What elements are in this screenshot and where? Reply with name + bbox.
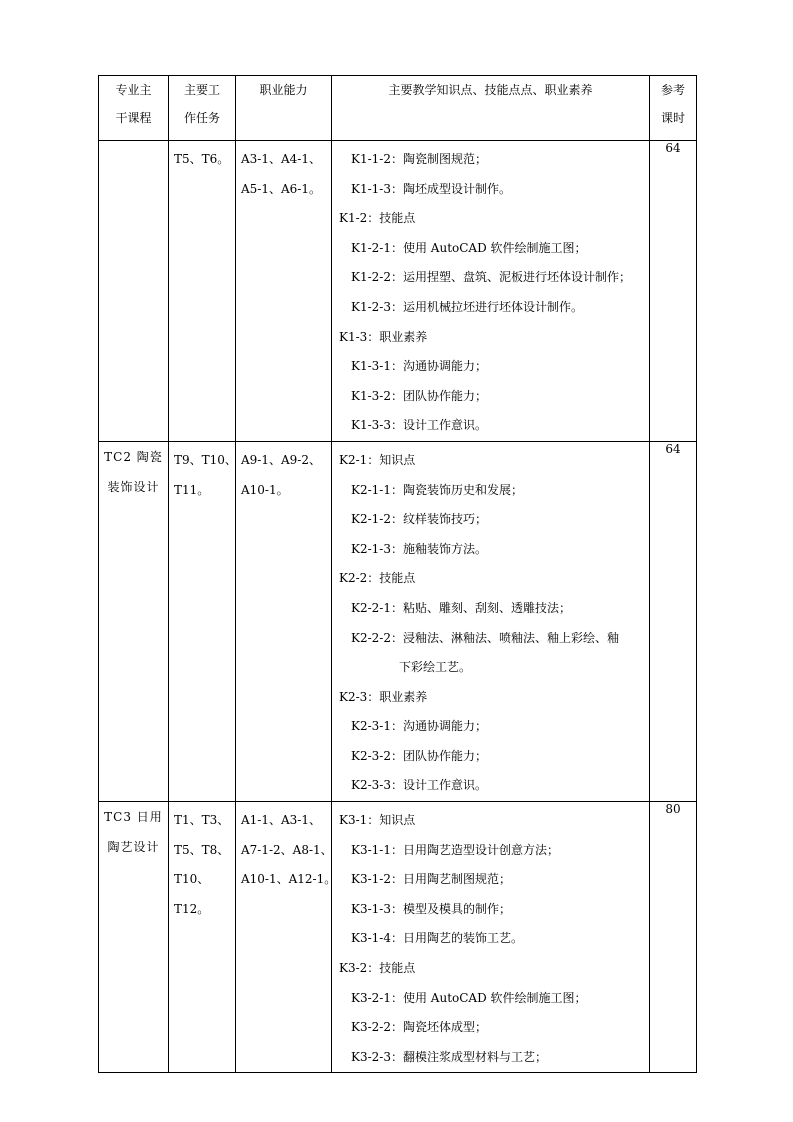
- knowledge-heading: K2-3：职业素养: [339, 689, 428, 704]
- knowledge-heading: K1-2：技能点: [339, 211, 416, 226]
- knowledge-item: K2-1-2：纹样装饰技巧；: [351, 512, 487, 527]
- knowledge-item: K3-2-1：使用 AutoCAD 软件绘制施工图；: [351, 990, 587, 1005]
- knowledge-heading: K2-1：知识点: [339, 452, 416, 467]
- curriculum-table: [98, 75, 697, 1073]
- knowledge-item: K1-3-1：沟通协调能力；: [351, 359, 487, 374]
- knowledge-item: K3-1-3：模型及模具的制作；: [351, 901, 511, 916]
- knowledge-item: K3-1-1：日用陶艺造型设计创意方法；: [351, 842, 559, 857]
- knowledge-heading: K3-1：知识点: [339, 813, 416, 828]
- knowledge-item: K3-1-2：日用陶艺制图规范；: [351, 872, 511, 887]
- table-row: [99, 802, 697, 1073]
- tasks-cell: T1、T3、 T5、T8、 T10、 T12。: [169, 802, 236, 1073]
- knowledge-item: K1-2-2：运用捏塑、盘筑、泥板进行坯体设计制作；: [351, 270, 631, 285]
- table-header-row: [99, 76, 697, 141]
- hours-cell: 80: [650, 802, 697, 1073]
- knowledge-item: K2-1-1：陶瓷装饰历史和发展；: [351, 482, 523, 497]
- knowledge-item: K3-2-3：翻模注浆成型材料与工艺；: [351, 1049, 547, 1064]
- knowledge-item: K3-2-2：陶瓷坯体成型；: [351, 1020, 487, 1035]
- abilities-cell: A3-1、A4-1、 A5-1、A6-1。: [236, 141, 332, 442]
- knowledge-heading: K1-3：职业素养: [339, 329, 428, 344]
- course-name-cell: TC3 日用 陶艺设计: [99, 802, 169, 1073]
- table-row: [99, 141, 697, 442]
- knowledge-item: K1-2-3：运用机械拉坯进行坯体设计制作。: [351, 299, 583, 314]
- knowledge-item: K2-3-2：团队协作能力；: [351, 748, 487, 763]
- hours-cell: 64: [650, 141, 697, 442]
- knowledge-cell: [332, 141, 650, 442]
- knowledge-cell: [332, 441, 650, 801]
- knowledge-item: K1-3-2：团队协作能力；: [351, 388, 487, 403]
- knowledge-item: K1-1-3：陶坯成型设计制作。: [351, 181, 511, 196]
- header-ability: 职业能力: [236, 76, 332, 141]
- knowledge-item: K3-1-4：日用陶艺的装饰工艺。: [351, 931, 523, 946]
- hours-cell: 64: [650, 441, 697, 801]
- knowledge-item: K1-3-3：设计工作意识。: [351, 418, 487, 433]
- course-name-cell: TC2 陶瓷 装饰设计: [99, 441, 169, 801]
- table-row: [99, 441, 697, 801]
- knowledge-item: K2-3-3：设计工作意识。: [351, 778, 487, 793]
- header-hours: 参考 课时: [650, 76, 697, 141]
- knowledge-item: K1-2-1：使用 AutoCAD 软件绘制施工图；: [351, 240, 587, 255]
- tasks-cell: T9、T10、 T11。: [169, 441, 236, 801]
- knowledge-item: K2-2-2：浸釉法、淋釉法、喷釉法、釉上彩绘、釉 下彩绘工艺。: [351, 630, 619, 675]
- header-course: 专业主 干课程: [99, 76, 169, 141]
- abilities-cell: A9-1、A9-2、 A10-1。: [236, 441, 332, 801]
- knowledge-heading: K3-2：技能点: [339, 961, 416, 976]
- course-name-cell: [99, 141, 169, 442]
- tasks-cell: T5、T6。: [169, 141, 236, 442]
- abilities-cell: A1-1、A3-1、 A7-1-2、A8-1、 A10-1、A12-1。: [236, 802, 332, 1073]
- knowledge-item: K2-3-1：沟通协调能力；: [351, 719, 487, 734]
- knowledge-cell: [332, 802, 650, 1073]
- knowledge-item: K1-1-2：陶瓷制图规范；: [351, 152, 487, 166]
- header-knowledge: 主要教学知识点、技能点点、职业素养: [332, 76, 650, 141]
- header-tasks: 主要工 作任务: [169, 76, 236, 141]
- knowledge-heading: K2-2：技能点: [339, 571, 416, 586]
- knowledge-item: K2-2-1：粘贴、雕刻、刮刻、透雕技法；: [351, 600, 571, 615]
- knowledge-item: K2-1-3：施釉装饰方法。: [351, 541, 487, 556]
